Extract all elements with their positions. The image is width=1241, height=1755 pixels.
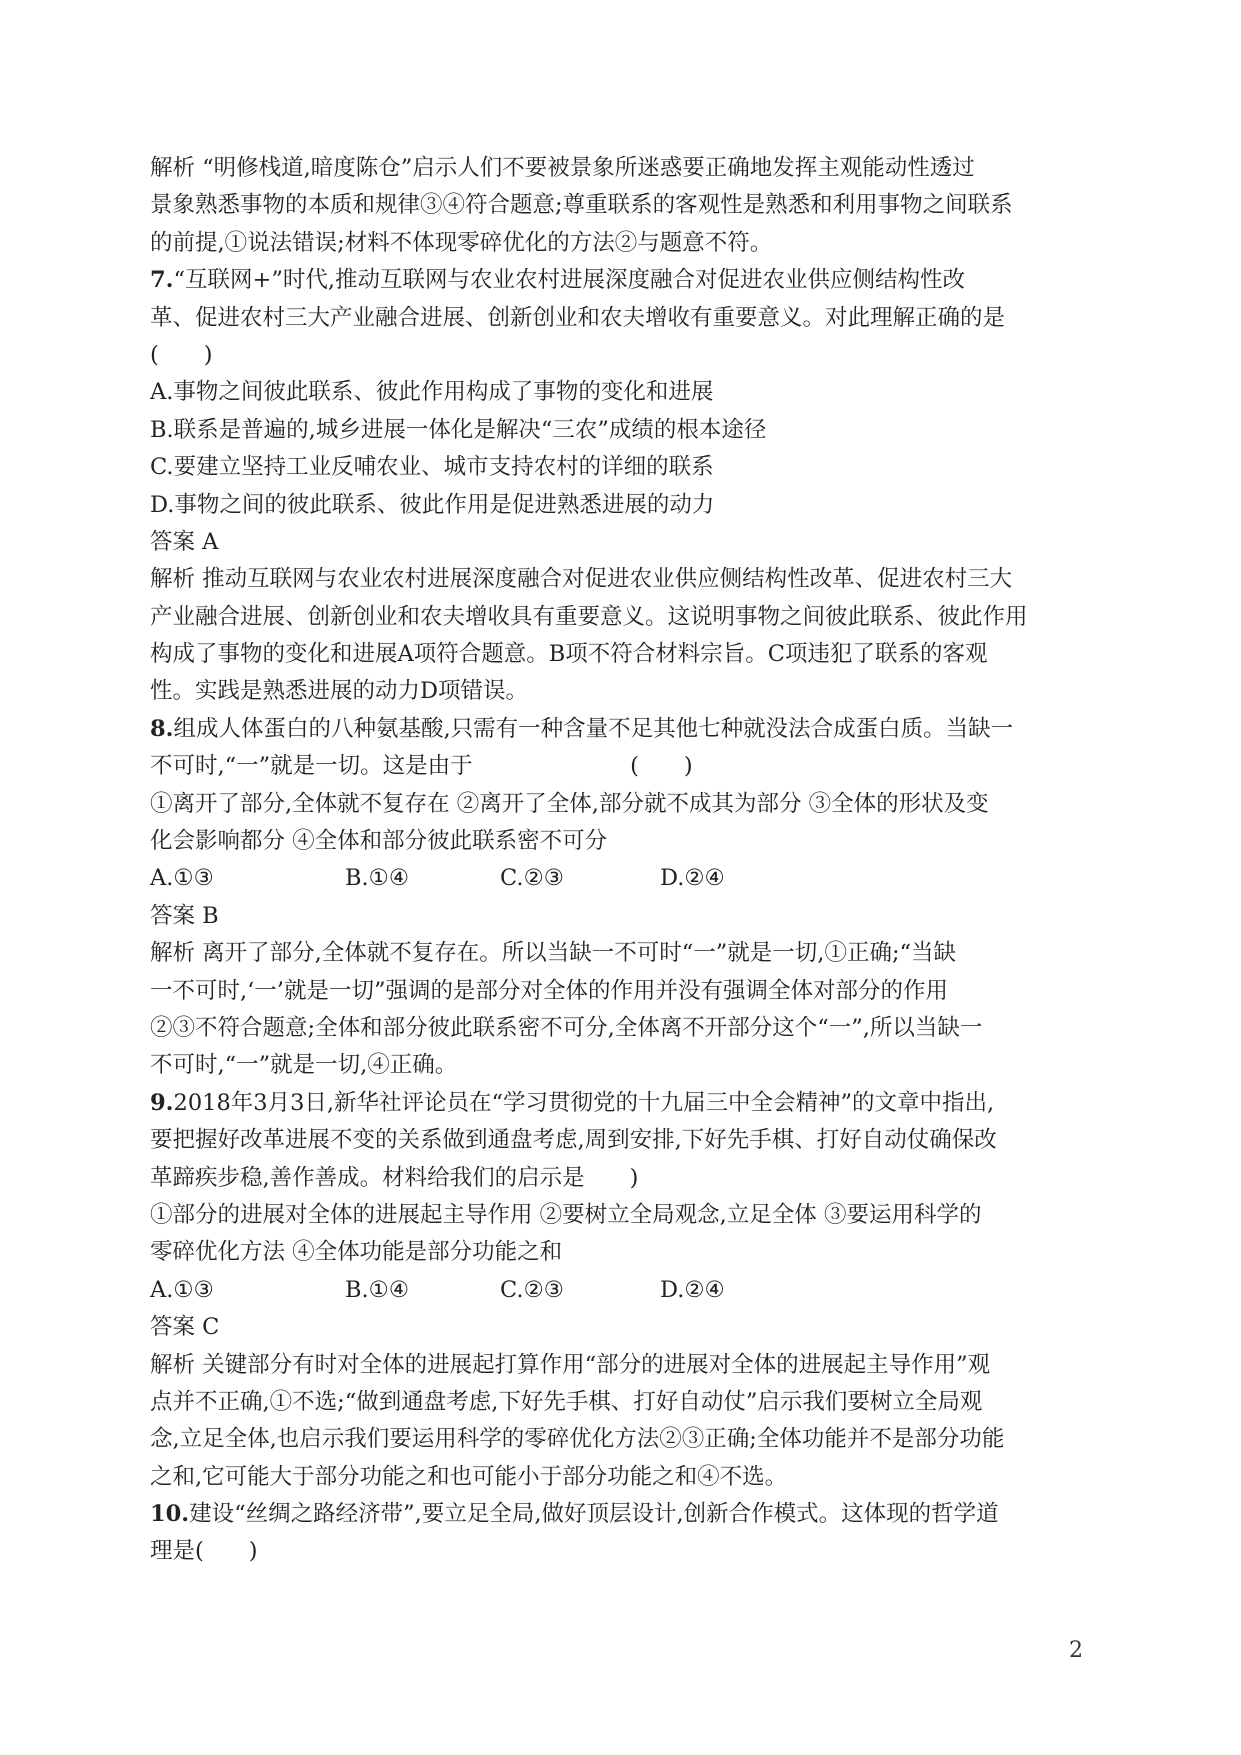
question-line	[150, 1085, 1110, 1122]
text-line: 解析 推动互联网与农业农村进展深度融合对促进农业供应侧结构性改革、促进农村三大	[150, 566, 1013, 593]
text-line: 不可时,“一”就是一切。这是由于 ( )	[150, 753, 693, 780]
text-line: 一不可时,‘一’就是一切”强调的是部分对全体的作用并没有强调全体对部分的作用	[150, 977, 948, 1004]
text-line: 不可时,“一”就是一切,④正确。	[150, 1052, 458, 1079]
text-line: 性。实践是熟悉进展的动力D项错误。	[150, 678, 529, 705]
page-number: 2	[1069, 1638, 1083, 1663]
text-line: 解析 “明修栈道,暗度陈仓”启示人们不要被景象所迷惑要正确地发挥主观能动性透过	[150, 155, 975, 181]
text-line: ①部分的进展对全体的进展起主导作用 ②要树立全局观念,立足全体 ③要运用科学的	[150, 1201, 982, 1228]
text-line: 要把握好改革进展不变的关系做到通盘考虑,周到安排,下好先手棋、打好自动仗确保改	[150, 1127, 997, 1154]
text-line: D.事物之间的彼此联系、彼此作用是促进熟悉进展的动力	[150, 491, 715, 518]
question-number: 9.	[150, 1089, 174, 1116]
text-line: 点并不正确,①不选;“做到通盘考虑,下好先手棋、打好自动仗”启示我们要树立全局观	[150, 1388, 983, 1415]
text-line: A.事物之间彼此联系、彼此作用构成了事物的变化和进展	[150, 379, 714, 406]
question-text: “互联网+”时代,推动互联网与农业农村进展深度融合对促进农业供应侧结构性改	[173, 267, 966, 294]
text-line: C.要建立坚持工业反哺农业、城市支持农村的详细的联系	[150, 454, 714, 481]
text-line: 产业融合进展、创新创业和农夫增收具有重要意义。这说明事物之间彼此联系、彼此作用	[150, 603, 1028, 630]
text-line: 解析 关键部分有时对全体的进展起打算作用“部分的进展对全体的进展起主导作用”观	[150, 1351, 991, 1378]
option-c: C.②③	[500, 865, 564, 892]
text-line: 答案 C	[150, 1314, 220, 1341]
question-text: 建设“丝绸之路经济带”,要立足全局,做好顶层设计,创新合作模式。这体现的哲学道	[189, 1501, 999, 1528]
option-b: B.①④	[345, 1276, 410, 1303]
question-text: 2018年3月3日,新华社评论员在“学习贯彻党的十九届三中全会精神”的文章中指出,	[173, 1089, 995, 1116]
option-b: B.①④	[345, 865, 410, 892]
text-line: ①离开了部分,全体就不复存在 ②离开了全体,部分就不成其为部分 ③全体的形状及变	[150, 790, 989, 817]
text-line: 理是( )	[150, 1538, 258, 1565]
text-line: 革、促进农村三大产业融合进展、创新创业和农夫增收有重要意义。对此理解正确的是	[150, 304, 1006, 331]
text-line: 念,立足全体,也启示我们要运用科学的零碎优化方法②③正确;全体功能并不是部分功能	[150, 1426, 1005, 1453]
options-row	[150, 1272, 1110, 1309]
text-line: 的前提,①说法错误;材料不体现零碎优化的方法②与题意不符。	[150, 229, 773, 256]
text-line: 革蹄疾步稳,善作善成。材料给我们的启示是 )	[150, 1164, 639, 1191]
option-a: A.①③	[150, 865, 214, 892]
question-line	[150, 262, 1110, 299]
text-line: ( )	[150, 341, 213, 368]
option-a: A.①③	[150, 1276, 214, 1303]
question-text: 组成人体蛋白的八种氨基酸,只需有一种含量不足其他七种就没法合成蛋白质。当缺一	[173, 715, 1014, 742]
text-line: 答案 B	[150, 902, 219, 929]
question-number: 8.	[150, 715, 174, 742]
question-number: 7.	[150, 267, 174, 294]
text-line: 答案 A	[150, 528, 219, 555]
question-line	[150, 1496, 1110, 1533]
options-row	[150, 860, 1110, 897]
question-line	[150, 711, 1110, 748]
document-body	[150, 150, 1110, 1571]
option-c: C.②③	[500, 1276, 564, 1303]
text-line: B.联系是普遍的,城乡进展一体化是解决“三农”成绩的根本途径	[150, 416, 767, 443]
question-number: 10.	[150, 1501, 190, 1528]
option-d: D.②④	[660, 865, 725, 892]
text-line: 化会影响都分 ④全体和部分彼此联系密不可分	[150, 828, 608, 855]
text-line: 零碎优化方法 ④全体功能是部分功能之和	[150, 1239, 563, 1266]
text-line: 解析 离开了部分,全体就不复存在。所以当缺一不可时“一”就是一切,①正确;“当缺	[150, 940, 957, 967]
text-line: 景象熟悉事物的本质和规律③④符合题意;尊重联系的客观性是熟悉和利用事物之间联系	[150, 192, 1013, 219]
text-line: ②③不符合题意;全体和部分彼此联系密不可分,全体离不开部分这个“一”,所以当缺一	[150, 1014, 983, 1041]
text-line: 构成了事物的变化和进展A项符合题意。B项不符合材料宗旨。C项违犯了联系的客观	[150, 641, 988, 668]
text-line: 之和,它可能大于部分功能之和也可能小于部分功能之和④不选。	[150, 1463, 788, 1490]
option-d: D.②④	[660, 1276, 725, 1303]
